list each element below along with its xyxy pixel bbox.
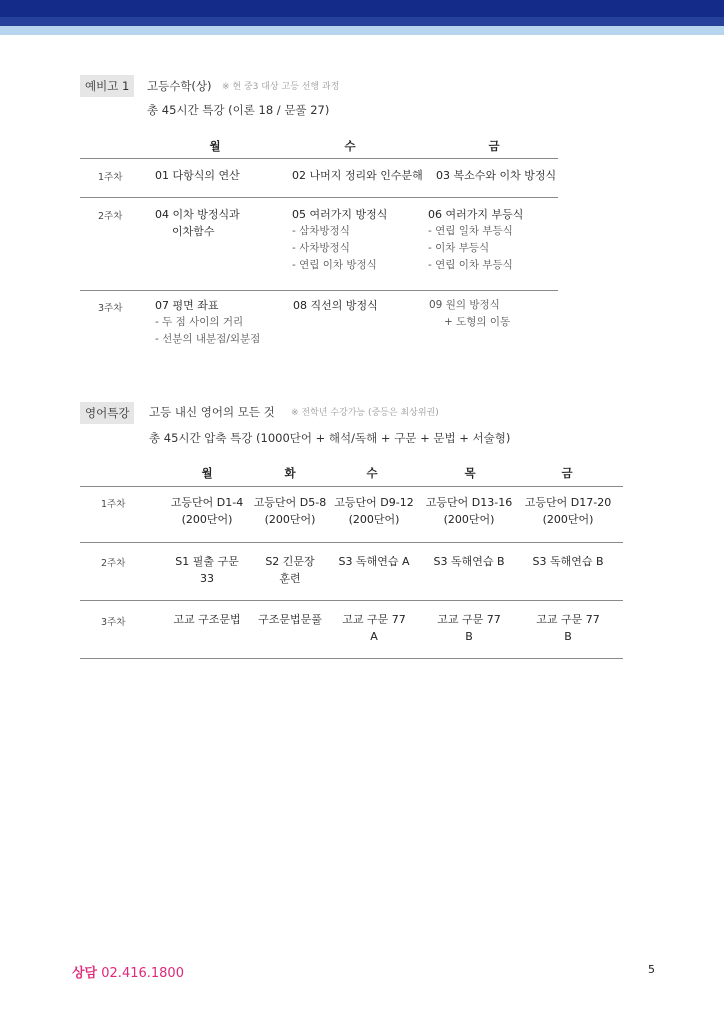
s2-w3-wed (332, 611, 416, 645)
s2-w1-thu-line1: 고등단어 D13-16 (425, 496, 513, 509)
s1-w2-fri-sub: - 이차 부등식 (428, 242, 490, 254)
s1-divider (80, 197, 558, 198)
s1-w3-fri: 09 원의 방정식 (429, 299, 500, 311)
s2-w1-fri (520, 494, 616, 528)
s2-w2-fri-line1: S3 독해연습 B (532, 555, 604, 568)
s1-header-mon: 월 (209, 139, 221, 153)
s2-w3-thu-line2: B (465, 630, 473, 643)
section1-title: 고등수학(상) (147, 79, 212, 93)
s2-w2-tue-line2: 훈련 (279, 572, 301, 585)
s1-week3-label: 3주차 (98, 303, 123, 314)
s2-w1-tue-line1: 고등단어 D5-8 (253, 496, 327, 509)
s1-header-wed: 수 (344, 139, 356, 153)
contact-label: 상담 (72, 966, 98, 981)
section1-tag: 예비고 1 (80, 75, 134, 97)
s2-w2-wed (332, 553, 416, 570)
s2-w1-mon-line2: (200단어) (181, 513, 233, 526)
s2-w2-mon-line2: 33 (200, 572, 214, 585)
s1-divider (80, 290, 558, 291)
s2-w3-fri-line2: B (564, 630, 572, 643)
s2-header-tue: 화 (284, 466, 296, 480)
s2-header-fri: 금 (561, 466, 573, 480)
s2-week3-label: 3주차 (101, 617, 126, 628)
s2-w1-wed-line1: 고등단어 D9-12 (334, 496, 414, 509)
s1-w2-wed-sub: - 연립 이차 방정식 (292, 259, 377, 271)
s2-w2-thu (421, 553, 517, 570)
s2-w2-fri (520, 553, 616, 570)
s2-w3-mon-line1: 고교 구조문법 (173, 613, 241, 626)
s1-w2-wed: 05 여러가지 방정식 (292, 208, 388, 221)
s1-w3-wed: 08 직선의 방정식 (293, 299, 378, 312)
s2-w2-tue (250, 553, 330, 587)
page-number: 5 (648, 963, 655, 976)
s2-w3-tue-line1: 구조문법문풀 (258, 613, 322, 626)
s1-w1-fri: 03 복소수와 이차 방정식 (436, 169, 557, 182)
s2-divider (80, 542, 623, 543)
s2-week1-label: 1주차 (101, 499, 126, 510)
s2-w3-tue (250, 611, 330, 628)
s2-week2-label: 2주차 (101, 558, 126, 569)
s1-w1-mon: 01 다항식의 연산 (155, 169, 240, 182)
header-band-light (0, 26, 724, 35)
s2-w3-mon (167, 611, 247, 628)
s2-w3-fri-line1: 고교 구문 77 (536, 613, 600, 626)
section2-title: 고등 내신 영어의 모든 것 (149, 405, 275, 419)
s2-w2-wed-line1: S3 독해연습 A (338, 555, 410, 568)
s2-w1-wed (332, 494, 416, 528)
s2-w1-mon-line1: 고등단어 D1-4 (170, 496, 244, 509)
header-band-mid (0, 17, 724, 26)
s2-divider (80, 658, 623, 659)
section2-note: ※ 전학년 수강가능 (중등은 최상위권) (291, 408, 439, 418)
s2-header-thu: 목 (464, 466, 476, 480)
s2-divider (80, 486, 623, 487)
s1-w2-mon: 이차함수 (172, 225, 215, 238)
section1-summary: 총 45시간 특강 (이론 18 / 문풀 27) (147, 103, 330, 117)
s1-w2-wed-sub: - 사차방정식 (292, 242, 350, 254)
contact-number: 02.416.1800 (101, 966, 184, 981)
s1-header-fri: 금 (488, 139, 500, 153)
s2-w1-tue (250, 494, 330, 528)
s1-week1-label: 1주차 (98, 172, 123, 183)
s2-w3-wed-line2: A (370, 630, 378, 643)
section1-note: ※ 현 중3 대상 고등 선행 과정 (222, 82, 340, 92)
header-band-dark (0, 0, 724, 17)
s2-w1-thu (421, 494, 517, 528)
contact-info (72, 962, 184, 981)
s1-w3-mon-sub: - 두 점 사이의 거리 (155, 316, 244, 328)
s2-divider (80, 600, 623, 601)
s2-w2-thu-line1: S3 독해연습 B (433, 555, 505, 568)
s1-w2-fri: 06 여러가지 부등식 (428, 208, 524, 221)
s1-w1-wed: 02 나머지 정리와 인수분해 (292, 169, 423, 182)
s2-w1-fri-line2: (200단어) (542, 513, 594, 526)
s1-w2-fri-sub: - 연립 일차 부등식 (428, 225, 513, 237)
s2-w1-tue-line2: (200단어) (264, 513, 316, 526)
s1-w2-fri-sub: - 연립 이차 부등식 (428, 259, 513, 271)
s2-w1-wed-line2: (200단어) (348, 513, 400, 526)
s2-header-wed: 수 (366, 466, 378, 480)
s2-w3-thu (421, 611, 517, 645)
s2-header-mon: 월 (201, 466, 213, 480)
s1-week2-label: 2주차 (98, 211, 123, 222)
s2-w1-fri-line1: 고등단어 D17-20 (524, 496, 612, 509)
s1-w2-mon: 04 이차 방정식과 (155, 208, 240, 221)
section2-summary: 총 45시간 압축 특강 (1000단어 + 해석/독해 + 구문 + 문법 + 서술형) (149, 431, 511, 445)
s2-w1-mon (167, 494, 247, 528)
s2-w3-thu-line1: 고교 구문 77 (437, 613, 501, 626)
s1-w3-mon: 07 평면 좌표 (155, 299, 219, 312)
s2-w2-tue-line1: S2 긴문장 (265, 555, 315, 568)
s1-w2-wed-sub: - 삼차방정식 (292, 225, 350, 237)
section2-tag: 영어특강 (80, 402, 134, 424)
s1-w3-mon-sub: - 선분의 내분점/외분점 (155, 333, 261, 345)
s2-w3-fri (520, 611, 616, 645)
s2-w2-mon (167, 553, 247, 587)
s1-w3-fri-sub: + 도형의 이동 (444, 316, 511, 328)
s2-w3-wed-line1: 고교 구문 77 (342, 613, 406, 626)
s1-divider (80, 158, 558, 159)
s2-w1-thu-line2: (200단어) (443, 513, 495, 526)
s2-w2-mon-line1: S1 필출 구문 (175, 555, 239, 568)
